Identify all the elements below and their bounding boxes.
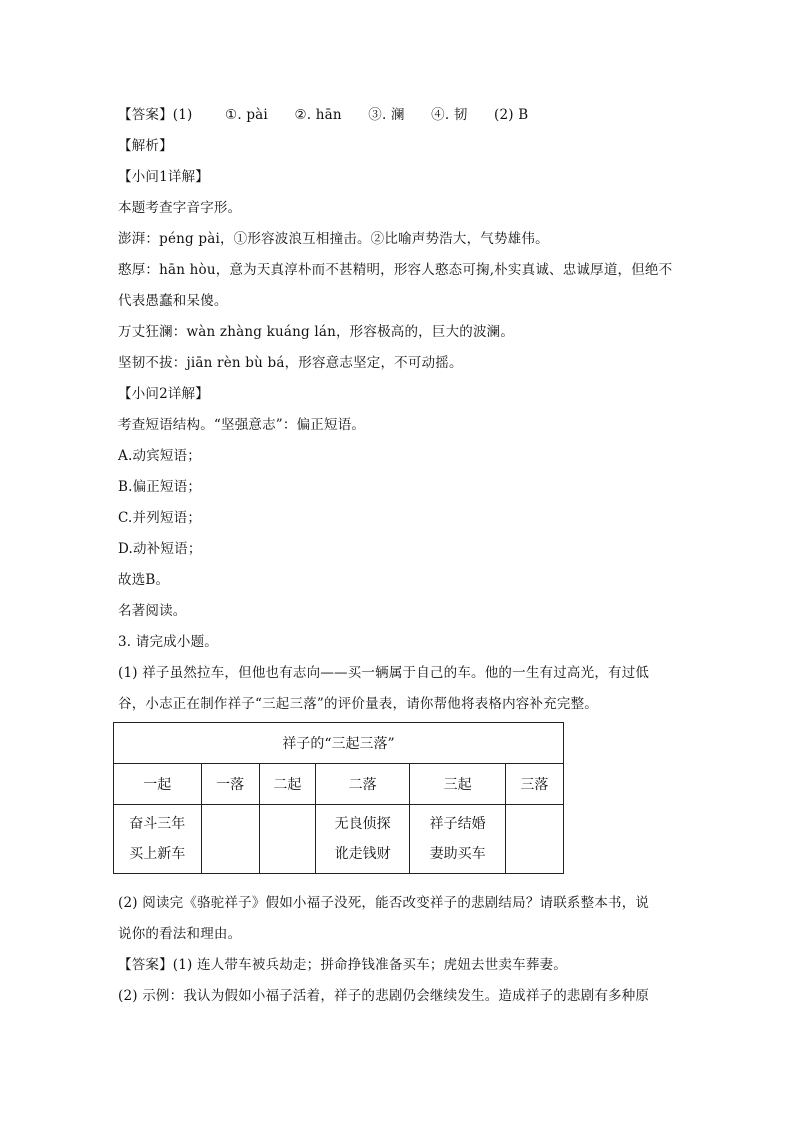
table-cell-blank	[201, 805, 259, 874]
answer-3-2: (2) 示例：我认为假如小福子活着，祥子的悲剧仍会继续发生。造成祥子的悲剧有多种原	[118, 988, 650, 1004]
cell-text: 妻助买车	[429, 846, 486, 862]
sub-question-2-intro: 考查短语结构。“坚强意志”：偏正短语。	[118, 417, 366, 433]
answer-label: 【答案】(1)	[118, 107, 193, 123]
table-header-cell: 一起	[114, 764, 202, 805]
sub-question-2-heading: 【小问2详解】	[118, 386, 209, 402]
table-header-cell: 二起	[259, 764, 315, 805]
table-cell-yiqi	[114, 805, 202, 874]
cell-text: 祥子结婚	[429, 816, 486, 832]
cell-text: 买上新车	[129, 846, 186, 862]
table-header-cell: 三落	[505, 764, 563, 805]
evaluation-table-wrapper	[113, 722, 688, 874]
answer-option: ①. pài	[225, 107, 268, 123]
explanation-wanzhang: 万丈狂澜：wàn zhàng kuáng lán，形容极高的，巨大的波澜。	[118, 324, 515, 340]
table-title: 祥子的“三起三落”	[114, 723, 564, 764]
question-3-title: 3. 请完成小题。	[118, 634, 218, 650]
sub-question-1-heading: 【小问1详解】	[118, 169, 209, 185]
sub-question-1-intro: 本题考查字音字形。	[118, 200, 242, 216]
explanation-hanhou-line-2: 代表愚蠢和呆傻。	[118, 293, 228, 309]
table-row	[114, 805, 564, 874]
explanation-pengpai: 澎湃：péng pài，①形容波浪互相撞击。②比喻声势浩大，气势雄伟。	[118, 231, 549, 247]
table-cell-blank	[259, 805, 315, 874]
table-header-cell: 二落	[315, 764, 409, 805]
question-3-2-line-1: (2) 阅读完《骆驼祥子》假如小福子没死，能否改变祥子的悲剧结局？请联系整本书，说	[118, 895, 650, 911]
evaluation-table	[113, 722, 564, 874]
choice-c: C.并列短语；	[118, 510, 202, 526]
explanation-hanhou-line-1: 憨厚：hān hòu，意为天真淳朴而不甚精明，形容人憨态可掬,朴实真诚、忠诚厚道，但绝不	[118, 262, 673, 278]
section-title: 名著阅读。	[118, 603, 187, 619]
answer-option: ③. 澜	[368, 107, 405, 123]
analysis-heading: 【解析】	[118, 138, 173, 154]
answer-option: ②. hān	[294, 107, 342, 123]
cell-text: 无良侦探	[334, 816, 391, 832]
table-cell-sanqi	[410, 805, 505, 874]
answer-option: ④. 韧	[431, 107, 468, 123]
question-3-1-line-2: 谷，小志正在制作祥子“三起三落”的评价量表，请你帮他将表格内容补充完整。	[118, 696, 599, 712]
table-header-row	[114, 764, 564, 805]
cell-text: 奋斗三年	[129, 816, 186, 832]
question-3-1-line-1: (1) 祥子虽然拉车，但他也有志向——买一辆属于自己的车。他的一生有过高光，有过低	[118, 665, 650, 681]
choice-b: B.偏正短语；	[118, 479, 202, 495]
conclusion: 故选B。	[118, 572, 170, 588]
table-cell-erluo	[315, 805, 409, 874]
table-cell-blank	[505, 805, 563, 874]
answer-3-1: 【答案】(1) 连人带车被兵劫走；拼命挣钱准备买车；虎妞去世卖车葬妻。	[118, 957, 567, 973]
choice-a: A.动宾短语；	[118, 448, 201, 464]
answer-line-1	[118, 100, 688, 131]
table-header-cell: 三起	[410, 764, 505, 805]
cell-text: 讹走钱财	[334, 846, 391, 862]
answer-option: (2) B	[494, 107, 529, 123]
choice-d: D.动补短语；	[118, 541, 202, 557]
question-3-2-line-2: 说你的看法和理由。	[118, 926, 242, 942]
document-page	[118, 100, 688, 1012]
explanation-jianren: 坚韧不拔：jiān rèn bù bá，形容意志坚定，不可动摇。	[118, 355, 463, 371]
table-header-cell: 一落	[201, 764, 259, 805]
